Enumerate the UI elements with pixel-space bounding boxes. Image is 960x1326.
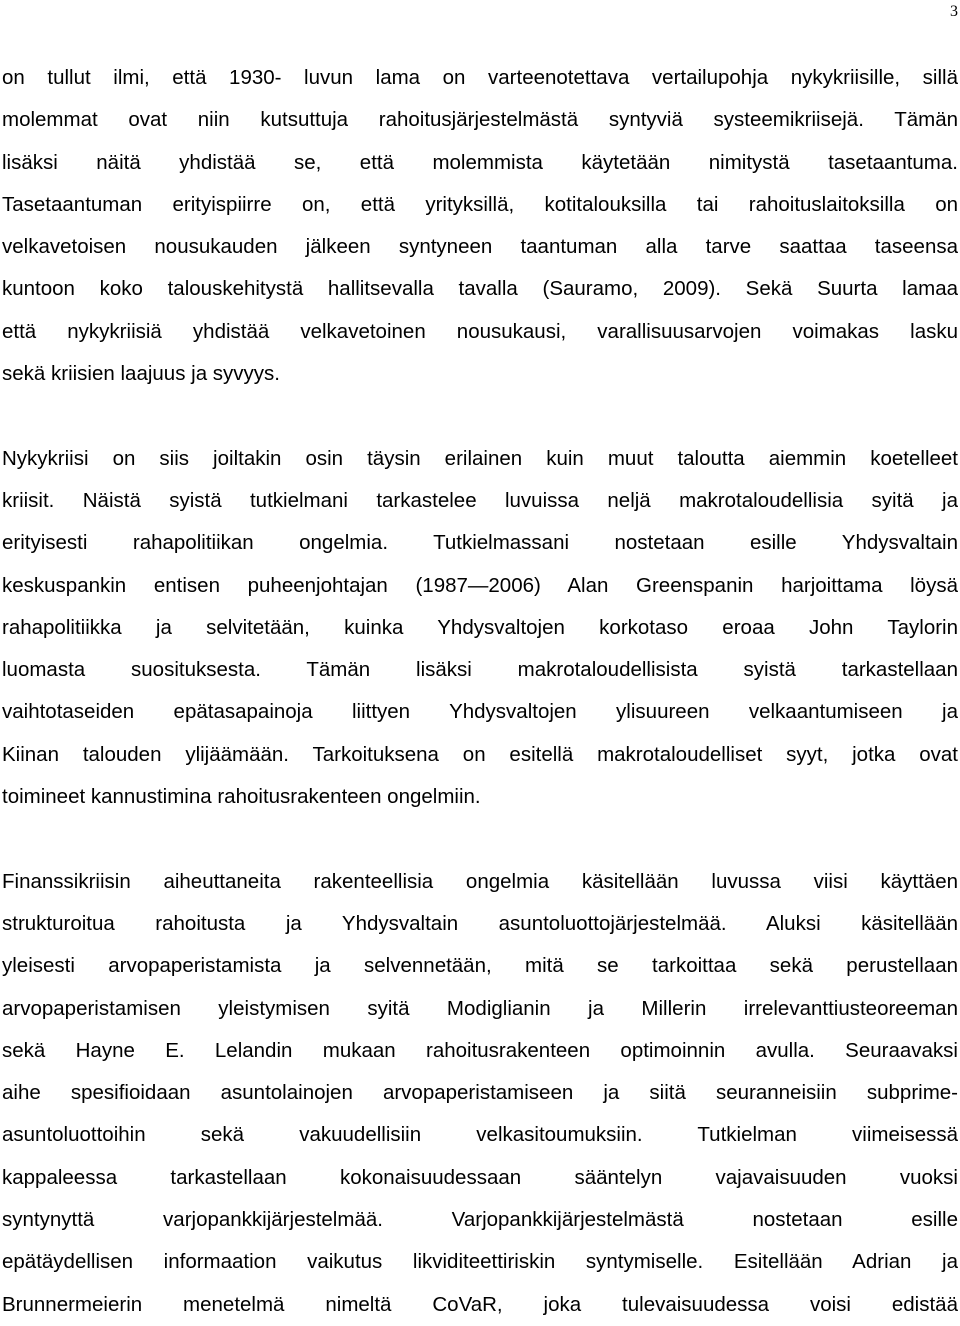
text-line: molemmat ovat niin kutsuttuja rahoitusjärjestelmästä syntyviä systeemikriisejä. Tämän (2, 108, 958, 132)
text-line: asuntoluottoihin sekä vakuudellisiin velkasitoumuksiin. Tutkielman viimeisessä (2, 1123, 958, 1147)
text-line: toimineet kannustimina rahoitusrakenteen ongelmiin. (2, 785, 481, 809)
text-line: rahapolitiikka ja selvitetään, kuinka Yhdysvaltojen korkotaso eroaa John Taylorin (2, 615, 958, 639)
text-line: kuntoon koko talouskehitystä hallitsevalla tavalla (Sauramo, 2009). Sekä Suurta lamaa (2, 277, 958, 301)
text-line: sekä Hayne E. Lelandin mukaan rahoitusrakenteen optimoinnin avulla. Seuraavaksi (2, 1038, 958, 1062)
text-line: velkavetoisen nousukauden jälkeen syntyneen taantuman alla tarve saattaa taseensa (2, 235, 958, 259)
text-line: Kiinan talouden ylijäämään. Tarkoituksena on esitellä makrotaloudelliset syyt, jotka ovat (2, 742, 958, 766)
text-line: kriisit. Näistä syistä tutkielmani tarkastelee luvuissa neljä makrotaloudellisia syitä ja (2, 488, 958, 512)
text-line: sekä kriisien laajuus ja syvyys. (2, 362, 280, 386)
paragraph-2 (2, 438, 958, 819)
text-line: Tasetaantuman erityispiirre on, että yrityksillä, kotitalouksilla tai rahoituslaitoksilla on (2, 192, 958, 216)
text-line: kappaleessa tarkastellaan kokonaisuudessaan sääntelyn vajavaisuuden vuoksi (2, 1165, 958, 1189)
page-number: 3 (950, 3, 958, 20)
text-line: Finanssikriisin aiheuttaneita rakenteellisia ongelmia käsitellään luvussa viisi käyttäen (2, 869, 958, 893)
paragraph-1 (2, 57, 958, 395)
text-line: keskuspankin entisen puheenjohtajan (1987—2006) Alan Greenspanin harjoittama löysä (2, 573, 958, 597)
text-line: yleisesti arvopaperistamista ja selvennetään, mitä se tarkoittaa sekä perustellaan (2, 954, 958, 978)
paragraph-3 (2, 861, 958, 1326)
text-line: että nykykriisiä yhdistää velkavetoinen nousukausi, varallisuusarvojen voimakas lasku (2, 319, 958, 343)
text-line: arvopaperistamisen yleistymisen syitä Modiglianin ja Millerin irrelevanttiusteoreeman (2, 996, 958, 1020)
text-line: Nykykriisi on siis joiltakin osin täysin erilainen kuin muut taloutta aiemmin koetelleet (2, 446, 958, 470)
text-line: aihe spesifioidaan asuntolainojen arvopaperistamiseen ja siitä seuranneisiin subprime- (2, 1081, 958, 1105)
text-line: vaihtotaseiden epätasapainoja liittyen Yhdysvaltojen ylisuureen velkaantumiseen ja (2, 700, 958, 724)
text-line: epätäydellisen informaation vaikutus likviditeettiriskin syntymiselle. Esitellään Adrian ja (2, 1250, 958, 1274)
text-line: strukturoitua rahoitusta ja Yhdysvaltain asuntoluottojärjestelmää. Aluksi käsitellään (2, 911, 958, 935)
text-line: luomasta suosituksesta. Tämän lisäksi makrotaloudellisista syistä tarkastellaan (2, 658, 958, 682)
text-line: on tullut ilmi, että 1930- luvun lama on varteenotettava vertailupohja nykykriisille, sillä (2, 66, 958, 89)
text-line: erityisesti rahapolitiikan ongelmia. Tutkielmassani nostetaan esille Yhdysvaltain (2, 531, 958, 555)
document-body (2, 57, 958, 1326)
text-line: lisäksi näitä yhdistää se, että molemmista käytetään nimitystä tasetaantuma. (2, 150, 958, 174)
text-line: Brunnermeierin menetelmä nimeltä CoVaR, joka tulevaisuudessa voisi edistää (2, 1292, 958, 1316)
text-line: syntynyttä varjopankkijärjestelmää. Varjopankkijärjestelmästä nostetaan esille (2, 1208, 958, 1232)
